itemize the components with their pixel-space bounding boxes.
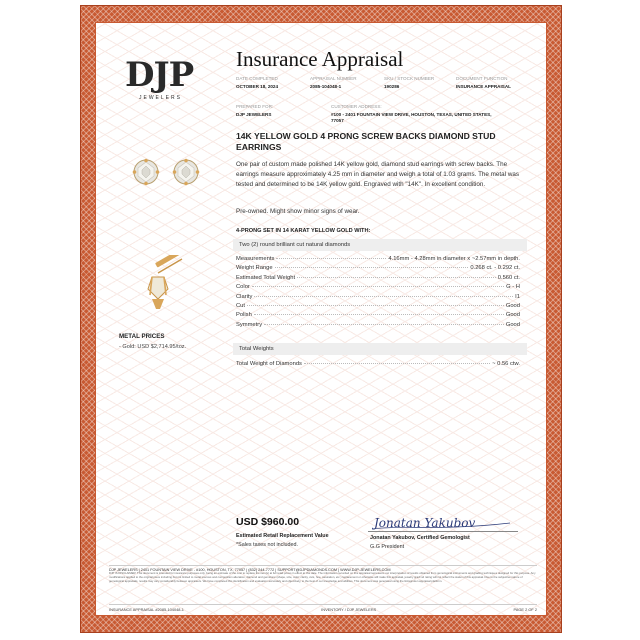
signature-image [370, 511, 520, 533]
spec-label: Measurements [236, 256, 275, 262]
spec-value: G - H [506, 284, 520, 291]
meta-label: APPRAISAL NUMBER [310, 76, 357, 81]
spec-row [236, 265, 520, 271]
meta-label: DOCUMENT FUNCTION [456, 76, 508, 81]
prepared-for [236, 104, 273, 118]
spec-row [236, 294, 520, 300]
leader-dots [254, 296, 513, 297]
spec-value: Good [505, 312, 520, 319]
metal-prices-title: METAL PRICES [119, 333, 165, 340]
replacement-value-label: Estimated Retail Replacement Value [236, 533, 329, 539]
signer-name: Jonatan Yakubov, Certified Gemologist [370, 535, 470, 541]
footer-disclaimer: DJP IS DISCLAIMER: This document is intended for insurance purposes only, being an estimate of the cost to replace the item(s) at full retail prices in effect at this date. The information recorded on this appraisal represents our interpretation of results obtained from gemological instruments and grading techniques designed for this purpose. Any modifications applied to the original piece including but not limited to metal sources and composition alteration, diamond and gemstone (shape, size, color, clarity, cuts, hue, saturation, etc.) replacement or otherwise will make this appraisal, jewelry gradi nd rating will not reflect the status of this appraisal. Due to the subjective nature of gemological appraisals, results may vary considerably between appraisers. We have completed this identification and evaluation accurately and objectively, to the best of our knowledge and abilities. This document was generated using the linksgnolen appraisal platform. [109, 571, 536, 583]
customer-address-label: CUSTOMER ADDRESS: [331, 104, 382, 109]
leader-dots [276, 258, 386, 259]
spec-label: Color [236, 284, 250, 291]
item-heading: 14K YELLOW GOLD 4 PRONG SCREW BACKS DIAMOND STUD EARRINGS [236, 131, 496, 152]
total-weight-row [236, 361, 520, 367]
spec-value: 0.268 ct. - 0.292 ct. [470, 265, 520, 272]
item-description: One pair of custom made polished 14K yellow gold, diamond stud earrings with screw backs. The earrings measure approximately 4.25 mm in diameter and weigh a total of 1.03 grams. The metal was tested and determined to be 14K yellow gold. Engraved with "14K". In excellent condition. [236, 161, 520, 188]
spec-label: Estimated Total Weight [236, 274, 296, 281]
leader-dots [254, 314, 504, 315]
meta-label: SKU / STOCK NUMBER [384, 76, 435, 81]
bottom-bar [109, 604, 537, 612]
spec-row [236, 256, 520, 262]
spec-value: Good [505, 303, 520, 309]
total-weight-label: Total Weight of Diamonds [236, 361, 302, 367]
footer-inventory: INVENTORY / DJP JEWELERS [321, 607, 377, 612]
spec-row [236, 312, 520, 318]
spec-label: Clarity [236, 293, 253, 300]
leader-dots [247, 305, 504, 306]
stones-bar: Two (2) round brilliant cut natural diamonds [233, 239, 527, 251]
prepared-for-label: PREPARED FOR: [236, 104, 274, 109]
earring-left [133, 159, 160, 186]
spec-label: Cut [236, 303, 246, 309]
leader-dots [264, 324, 504, 325]
total-weight-value: ~ 0.56 ctw. [492, 361, 520, 367]
spec-label: Symmetry [236, 321, 263, 328]
spec-value: I1 [515, 293, 520, 300]
djp-logo [125, 55, 205, 105]
customer-address-line1: #100 - 2401 FOUNTAIN VIEW DRIVE, HOUSTON, TEXAS, UNITED STATES, [331, 112, 492, 117]
tax-note: *Sales taxes not included. [236, 542, 299, 548]
earring-side-image [138, 255, 190, 315]
meta-value: OCTOBER 18, 2024 [236, 84, 279, 89]
prepared-for-value: DJP JEWELERS [236, 112, 272, 117]
leader-dots [304, 363, 490, 364]
signer-role: G.G President [370, 544, 405, 550]
meta-value: 2085-104048-1 [310, 84, 342, 89]
customer-address [331, 104, 491, 124]
meta-sku [384, 76, 434, 89]
footer-page-number: PAGE 2 OF 2 [513, 607, 537, 612]
replacement-value: USD $960.00 [236, 516, 300, 528]
spec-row [236, 284, 520, 290]
spec-value: 0.560 ct. [497, 274, 520, 281]
setting-title: 4-PRONG SET IN 14 KARAT YELLOW GOLD WITH: [236, 228, 371, 234]
logo-subtext: JEWELERS [139, 95, 182, 101]
meta-date-completed [236, 76, 278, 89]
meta-label: DATE COMPLETED [236, 76, 278, 81]
customer-address-line2: 77057 [331, 117, 344, 123]
item-condition: Pre-owned. Might show minor signs of wear. [236, 208, 360, 215]
spec-value: 4.16mm - 4.28mm in diameter x ~2.57mm in depth. [388, 256, 520, 262]
meta-value: 190286 [384, 84, 400, 89]
meta-document-function [456, 76, 511, 89]
spec-value: Good [505, 321, 520, 328]
spec-row [236, 275, 520, 281]
signature-script: Jonatan Yakubov [374, 516, 476, 530]
footer-appraisal-ref: INSURANCE APPRAISAL #2085-104048-1 [109, 607, 184, 612]
earrings-pair-image [130, 155, 202, 189]
page-title: Insurance Appraisal [236, 47, 404, 71]
meta-appraisal-number [310, 76, 357, 89]
spec-label: Weight Range [236, 265, 273, 272]
footer-company-line: DJP JEWELERS | 2401 FOUNTAIN VIEW DRIVE - #100, HOUSTON, TX, 77057 | (832) 244-7772 | SUPPORT@DJPDIAMONDS.COM | WWW.DJP-JEWELERS.COM [109, 565, 537, 572]
spec-row [236, 322, 520, 328]
signature-line [368, 531, 518, 532]
customer-address-value [331, 112, 491, 124]
leader-dots [297, 277, 496, 278]
spec-row [236, 303, 520, 309]
spec-label: Polish [236, 312, 252, 319]
total-weights-bar: Total Weights [233, 343, 527, 355]
logo-text: DJP [125, 55, 194, 95]
leader-dots [252, 286, 504, 287]
meta-value: INSURANCE APPRAISAL [456, 84, 511, 89]
metal-price-gold: - Gold: USD $2,714.95/toz. [119, 344, 187, 350]
leader-dots [275, 267, 469, 268]
earring-right [173, 159, 200, 186]
